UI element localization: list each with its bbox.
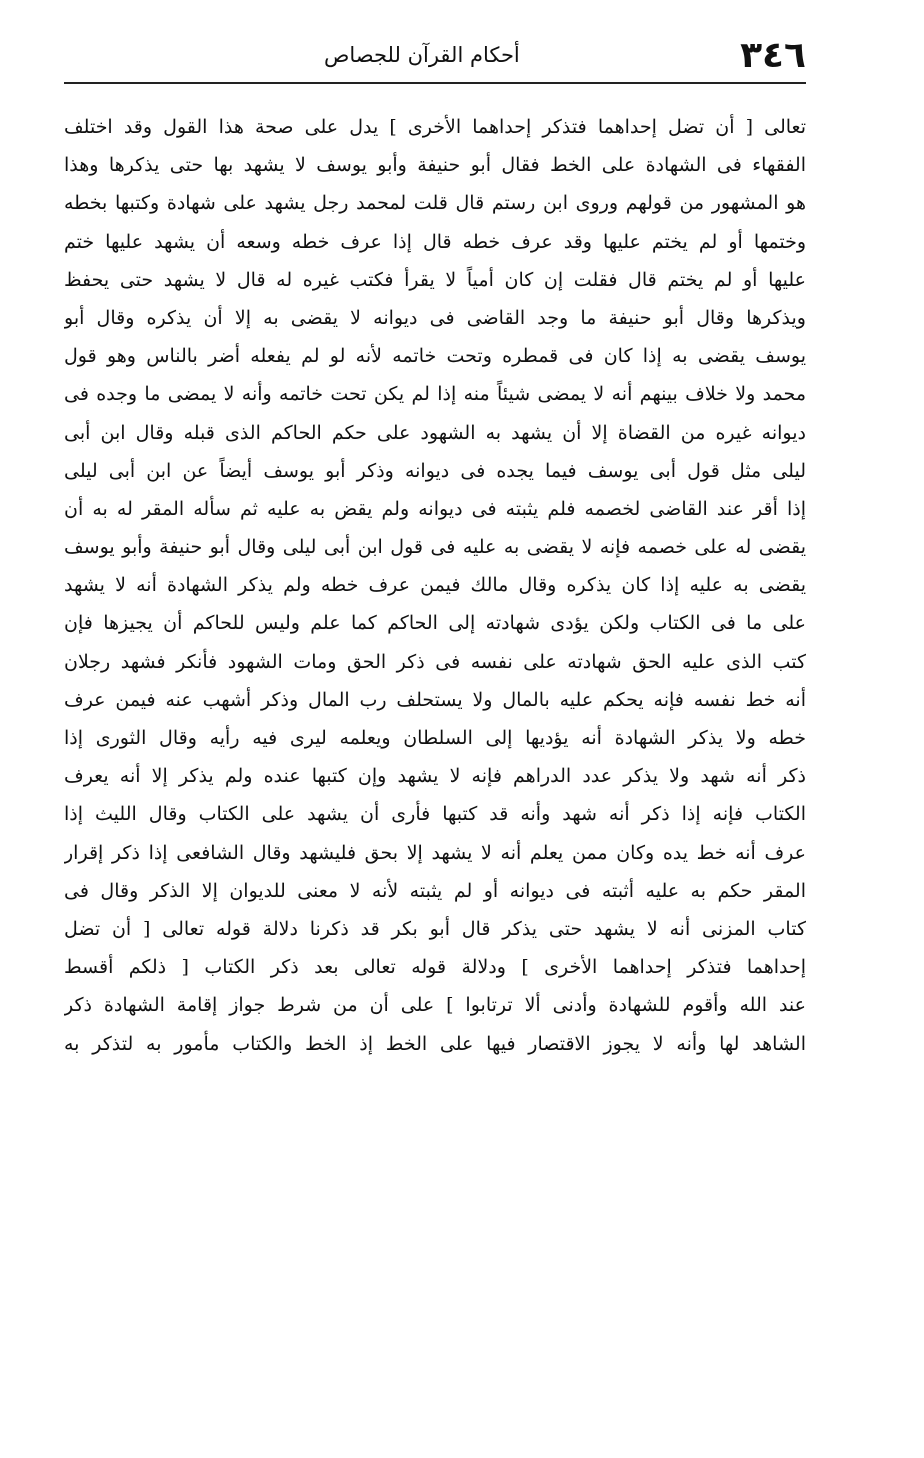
text-line: إذا أقر عند القاضى لخصمه فلم يثبته فى ديوانه ولم يقض به عليه ثم سأله المقر له به أن — [64, 497, 806, 520]
text-line: عند الله وأقوم للشهادة وأدنى ألا ترتابوا ] على أن من شرط جواز إقامة الشهادة ذكر — [64, 994, 806, 1017]
text-line: هو المشهور من قولهم وروى ابن رستم قال قلت لمحمد رجل يشهد على شهادة وكتبها بخطه — [64, 192, 806, 215]
text-line: الكتاب فإنه إذا ذكر أنه شهد وأنه قد كتبها فأرى أن يشهد على الكتاب وقال الليث إذا — [64, 803, 806, 826]
text-line: محمد ولا خلاف بينهم أنه لا يمضى شيئاً منه إذا لم يكن تحت خاتمه وأنه لا يمضى ما وجده فى — [64, 383, 806, 406]
header-divider — [64, 82, 806, 84]
text-line: ليلى مثل قول أبى يوسف فيما يجده فى ديوانه وذكر أبو يوسف أيضاً عن ابن أبى ليلى — [64, 459, 806, 482]
text-line: يقضى له على خصمه فإنه لا يقضى به عليه فى قول ابن أبى ليلى وقال أبو حنيفة وأبو يوسف — [64, 536, 806, 559]
text-line: على ما فى الكتاب ولكن يؤدى شهادته إلى الحاكم كما علم وليس للحاكم أن يجيزها فإن — [64, 612, 806, 635]
text-line: الشاهد لها وأنه لا يجوز الاقتصار فيها على الخط إذ الخط والكتاب مأمور به لتذكر به — [64, 1032, 806, 1055]
text-line: وختمها أو لم يختم عليها وقد عرف خطه قال إذا عرف خطه وسعه أن يشهد عليها ختم — [64, 230, 806, 253]
page-number: ٣٤٦ — [740, 34, 806, 76]
text-line: ذكر أنه شهد ولا يذكر عدد الدراهم فإنه لا يشهد وإن كتبها عنده ولم يذكر إلا أنه يعرف — [64, 765, 806, 788]
text-line: ويذكرها وقال أبو حنيفة ما وجد القاضى فى ديوانه لا يقضى به إلا أن يذكره وقال أبو — [64, 306, 806, 329]
text-line: ديوانه غيره من القضاة إلا أن يشهد به الشهود على حكم الحاكم الذى قبله وقال ابن أبى — [64, 421, 806, 444]
text-line: تعالى [ أن تضل إحداهما فتذكر إحداهما الأخرى ] يدل على صحة هذا القول وقد اختلف — [64, 116, 806, 138]
text-line: خطه ولا يذكر الشهادة أنه يؤديها إلى السلطان ويعلمه ليرى فيه رأيه وقال الثورى إذا — [64, 727, 806, 749]
text-line: إحداهما فتذكر إحداهما الأخرى ] ودلالة قوله تعالى بعد ذكر الكتاب [ ذلكم أقسط — [64, 956, 806, 979]
text-line: الفقهاء فى الشهادة على الخط فقال أبو حنيفة وأبو يوسف لا يشهد بها حتى يذكرها وهذا — [64, 154, 806, 177]
running-title: أحكام القرآن للجصاص — [324, 43, 520, 67]
text-line: عليها أو لم يختم قال فقلت إن كان أمياً لا يقرأ فكتب غيره له قال لا يشهد حتى يحفظ — [64, 268, 806, 291]
text-line: عرف أنه خط يده وكان ممن يعلم أنه لا يشهد إلا بحق فليشهد وقال الشافعى إذا ذكر إقرار — [64, 841, 806, 864]
text-line: يقضى به عليه إذا كان يذكره وقال مالك فيمن عرف خطه ولم يذكر الشهادة أنه لا يشهد — [64, 574, 806, 597]
body-text — [64, 108, 806, 1063]
text-line: كتاب المزنى أنه لا يشهد حتى يذكر قال أبو بكر قد ذكرنا دلالة قوله تعالى [ أن تضل — [64, 917, 806, 940]
text-line: أنه خط نفسه فإنه يحكم عليه بالمال ولا يستحلف رب المال وذكر أشهب عنه فيمن عرف — [64, 688, 806, 711]
text-line: يوسف يقضى به إذا كان فى قمطره وتحت خاتمه لأنه لو لم يفعله أضر بالناس وهو قول — [64, 345, 806, 368]
page-header — [64, 30, 806, 80]
text-line: المقر حكم به عليه أثبته فى ديوانه أو لم يثبته لأنه لا معنى للديوان إلا الذكر وقال فى — [64, 879, 806, 902]
text-line: كتب الذى عليه الحق شهادته على نفسه فى ذكر الحق ومات الشهود فأنكر فشهد رجلان — [64, 650, 806, 673]
